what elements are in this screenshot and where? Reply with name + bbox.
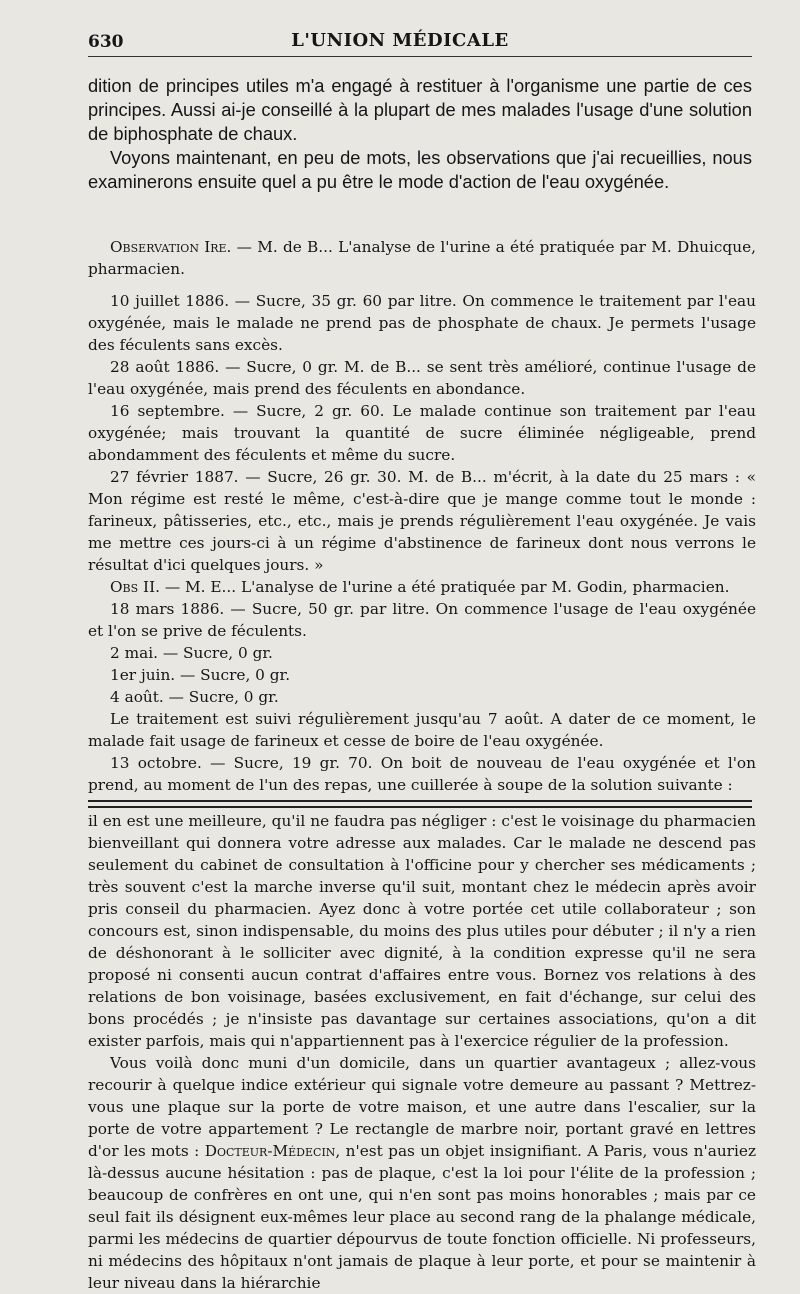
feuilleton-smallcaps: Docteur-Médecin: [204, 1142, 336, 1160]
observation-entry: 13 octobre. — Sucre, 19 gr. 70. On boit de nouveau de l'eau oxygénée et l'on prend, au moment de l'un des repas, une cuillerée à soupe de la solution suivante :: [88, 754, 756, 794]
feuilleton-paragraph: il en est une meilleure, qu'il ne faudra pas négliger : c'est le voisinage du pharmacien bienveillant qui donnera votre adresse aux malades. Car le malade ne descend pas seulement du cabinet de consultation à l'officine pour y chercher ses médicaments ; très souvent c'est la marche inverse qu'il suit, montant chez le médecin après avoir pris conseil du pharmacien. Ayez donc à votre portée cet utile collaborateur ; son concours est, sinon indispensable, du moins des plus utiles pour débuter ; il n'y a rien de déshonorant à le solliciter avec dignité, à la condition expresse qu'il ne sera proposé ni consenti aucun contrat d'affaires entre vous. Bornez vos relations à des relations de bon voisinage, basées exclusivement, en fait d'échange, sur celui des bons procédés ; je n'insiste pas davantage sur certaines associations, qu'on a dit exister parfois, mais qui n'appartiennent pas à l'exercice régulier de la profession.: [88, 812, 756, 1050]
page-header: [0, 26, 800, 56]
header-rule: [88, 56, 752, 57]
intro-section: [88, 74, 752, 194]
observation-entry: 10 juillet 1886. — Sucre, 35 gr. 60 par litre. On commence le traitement par l'eau oxygénée, mais le malade ne prend pas de phosphate de chaux. Je permets l'usage des féculents sans excès.: [88, 292, 756, 354]
feuilleton-text: Vous voilà donc muni d'un domicile, dans un quartier avantageux ; allez-vous recourir à quelque indice extérieur qui signale votre demeure au passant ? Mettrez-vous une plaque sur la porte de votre maison, et une autre dans l'escalier, sur la porte de votre appartement ? Le rectangle de marbre noir, portant gravé en lettres d'or les mots :: [88, 1054, 756, 1160]
feuilleton-paragraph: [88, 1052, 756, 1294]
observation-entry: 28 août 1886. — Sucre, 0 gr. M. de B... se sent très amélioré, continue l'usage de l'eau oxygénée, mais prend des féculents en abondance.: [88, 358, 756, 398]
observation-entry: 16 septembre. — Sucre, 2 gr. 60. Le malade continue son traitement par l'eau oxygénée; mais trouvant la quantité de sucre éliminée négligeable, prend abondamment des féculents et même du sucre.: [88, 402, 756, 464]
observation-2: [88, 576, 756, 796]
observation-entry: 18 mars 1886. — Sucre, 50 gr. par litre. On commence l'usage de l'eau oxygénée et l'on se prive de féculents.: [88, 600, 756, 640]
observation-label: Observation Ire.: [110, 238, 232, 256]
observation-1: [88, 236, 756, 576]
observation-intro: — M. de B... L'analyse de l'urine a été pratiquée par M. Dhuicque, pharmacien.: [88, 238, 756, 278]
intro-paragraph: Voyons maintenant, en peu de mots, les observations que j'ai recueillies, nous examinerons ensuite quel a pu être le mode d'action de l'eau oxygénée.: [88, 147, 752, 192]
observation-entry: Le traitement est suivi régulièrement jusqu'au 7 août. A dater de ce moment, le malade fait usage de farineux et cesse de boire de l'eau oxygénée.: [88, 710, 756, 750]
observation-entry: 1er juin. — Sucre, 0 gr.: [110, 666, 291, 684]
observation-heading: [88, 236, 756, 280]
feuilleton-rule: [88, 800, 752, 802]
observation-heading: [88, 576, 756, 598]
feuilleton-rule: [88, 806, 752, 808]
observation-entry: 2 mai. — Sucre, 0 gr.: [110, 644, 273, 662]
feuilleton-section: [88, 810, 756, 1294]
running-title: L'UNION MÉDICALE: [291, 30, 509, 51]
feuilleton-text: , n'est pas un objet insignifiant. A Paris, vous n'auriez là-dessus aucune hésitation : pas de plaque, c'est la loi pour l'élite de la profession ; beaucoup de confrères en ont une, qui n'en sont pas moins honorables ; mais par ce seul fait ils désignent eux-mêmes leur place au second rang de la phalange médicale, parmi les médecins de quartier dépourvus de toute fonction officielle. Ni professeurs, ni médecins des hôpitaux n'ont jamais de plaque à leur porte, et pour se maintenir à leur niveau dans la hiérarchie: [88, 1142, 756, 1292]
observation-intro: — M. E... L'analyse de l'urine a été pratiquée par M. Godin, pharmacien.: [159, 578, 730, 596]
observation-entry: 27 février 1887. — Sucre, 26 gr. 30. M. de B... m'écrit, à la date du 25 mars : « Mon régime est resté le même, c'est-à-dire que je mange comme tout le monde : farineux, pâtisseries, etc., etc., mais je prends régulièrement l'eau oxygénée. Je vais me mettre ces jours-ci à un régime d'abstinence de farineux dont nous verrons le résultat d'ici quelques jours. »: [88, 468, 756, 574]
observation-entry: 4 août. — Sucre, 0 gr.: [110, 688, 279, 706]
observation-label: Obs II.: [110, 578, 160, 596]
intro-paragraph: dition de principes utiles m'a engagé à restituer à l'organisme une partie de ces principes. Aussi ai-je conseillé à la plupart de mes malades l'usage d'une solution de biphosphate de chaux.: [88, 75, 752, 144]
page-number: 630: [88, 32, 124, 52]
